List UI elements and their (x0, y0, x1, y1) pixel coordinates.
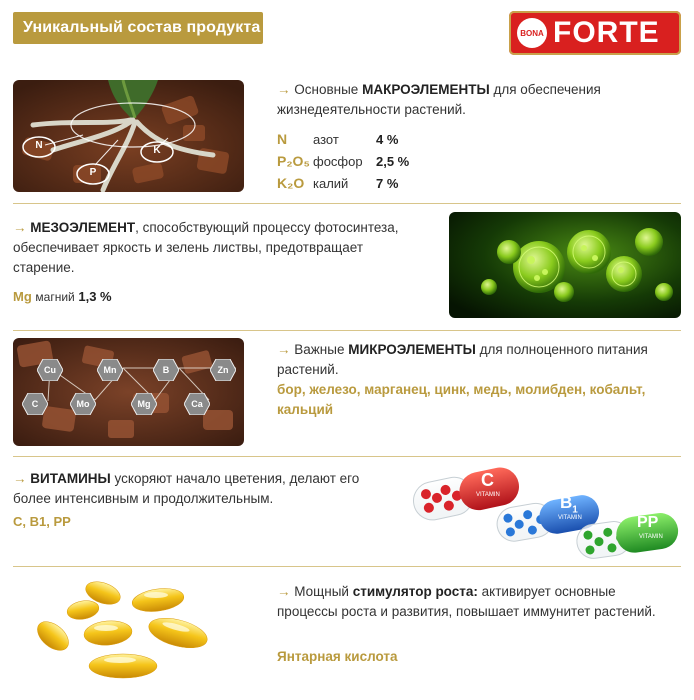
amber-capsules-image (28, 578, 238, 688)
vitamins-description: → ВИТАМИНЫ ускоряют начало цветения, делают его более интенсивным и продолжительным. (13, 471, 360, 506)
macro-label-n: N (35, 140, 43, 151)
arrow-icon: → (277, 584, 291, 599)
hex-zn: Zn (210, 359, 236, 381)
capsule-b1-caption: VITAMIN (558, 515, 582, 521)
element-row-k2o: K₂O калий 7 % (277, 175, 399, 191)
divider (13, 203, 681, 204)
logo-badge: BONA (517, 18, 547, 48)
arrow-icon: → (13, 220, 27, 235)
hex-cu: Cu (37, 359, 63, 381)
arrow-icon: → (277, 342, 291, 357)
micro-description: → Важные МИКРОЭЛЕМЕНТЫ для полноценного питания растений. (277, 342, 648, 377)
hex-b: B (153, 359, 179, 381)
hex-ca: Ca (184, 393, 210, 415)
arrow-icon: → (277, 82, 291, 97)
hex-mg: Mg (131, 393, 157, 415)
hex-mo: Mo (70, 393, 96, 415)
brand-logo (509, 11, 681, 55)
capsule-pp-letter: PP (637, 514, 659, 531)
meso-description: → МЕЗОЭЛЕМЕНТ, способствующий процессу фотосинтеза, обеспечивает яркость и зелень листвы, предотвращает старение. (13, 220, 399, 275)
element-row-p2o5: P₂O₅ фосфор 2,5 % (277, 153, 410, 169)
meso-element: Mg магний 1,3 % (13, 289, 112, 304)
chlorophyll-cells-image (449, 212, 681, 318)
capsule-pp-caption: VITAMIN (639, 534, 663, 540)
macro-label-k: K (153, 145, 161, 156)
capsule-b1-letter: $B_1$ (560, 493, 578, 516)
divider (13, 566, 681, 567)
macro-description: → Основные МАКРОЭЛЕМЕНТЫ для обеспечения жизнедеятельности растений. (277, 82, 601, 117)
stimulator-heading: стимулятор роста: (352, 584, 478, 599)
macro-label-p: P (89, 167, 97, 178)
logo-word: FORTE (553, 16, 660, 49)
capsule-c-caption: VITAMIN (476, 492, 500, 498)
stimulator-description: → Мощный стимулятор роста: активирует основные процессы роста и развития, повышает иммунитет растений. (277, 584, 656, 619)
macro-heading: МАКРОЭЛЕМЕНТЫ (362, 82, 490, 97)
arrow-icon: → (13, 471, 27, 486)
vitamin-capsules-image (405, 460, 685, 560)
micro-heading: МИКРОЭЛЕМЕНТЫ (348, 342, 476, 357)
divider (13, 456, 681, 457)
orchid-roots-image (13, 80, 244, 192)
stimulator-substance: Янтарная кислота (277, 649, 398, 664)
vitamins-heading: ВИТАМИНЫ (30, 471, 111, 486)
bark-substrate-image (13, 338, 244, 446)
section-tag: Уникальный состав продукта (13, 12, 263, 44)
divider (13, 330, 681, 331)
micro-list: бор, железо, марганец, цинк, медь, молибден, кобальт, кальций (277, 382, 646, 417)
hex-mn: Mn (97, 359, 123, 381)
vitamins-list: C, B1, PP (13, 514, 71, 529)
capsule-c-letter: C (481, 470, 494, 490)
meso-heading: МЕЗОЭЛЕМЕНТ (30, 220, 136, 235)
element-row-n: N азот 4 % (277, 131, 399, 147)
hex-c: C (22, 393, 48, 415)
